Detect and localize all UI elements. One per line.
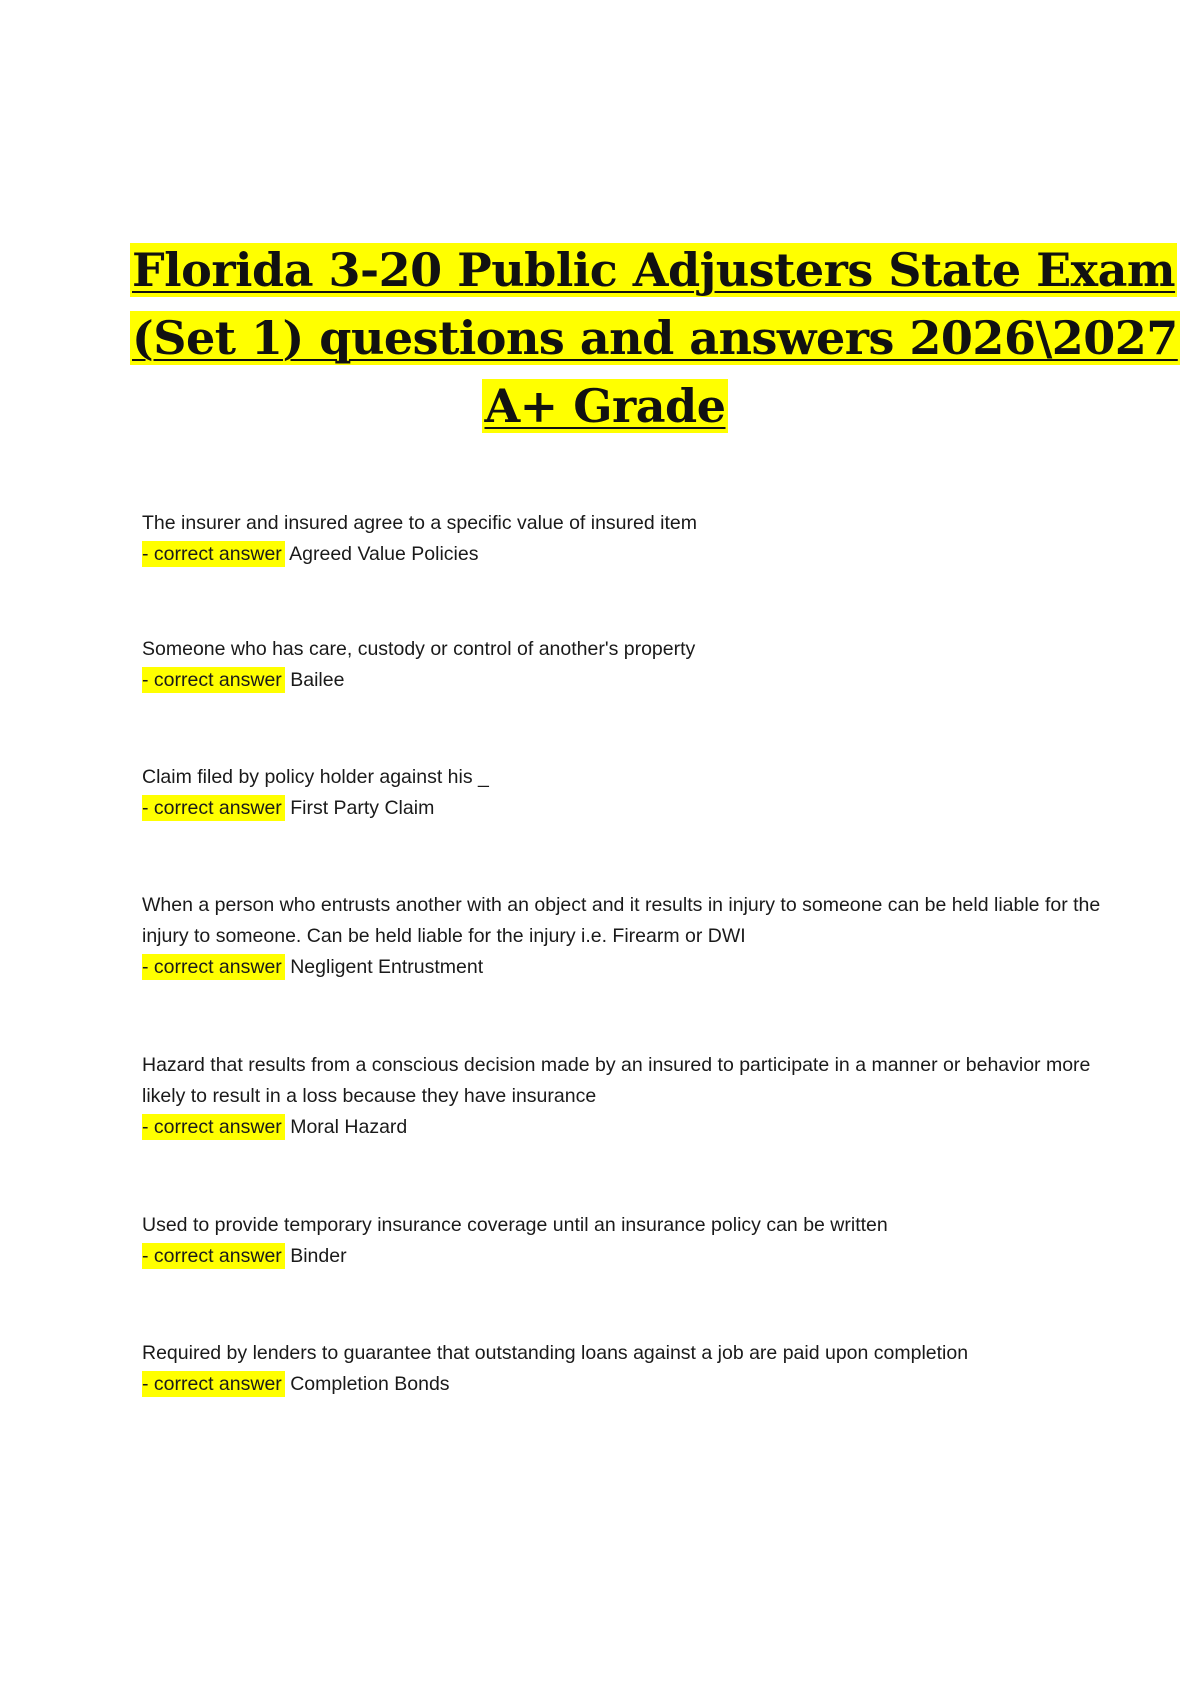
qa-item xyxy=(142,634,1102,696)
answer-line xyxy=(142,1112,1102,1143)
qa-item xyxy=(142,890,1102,983)
question-text: When a person who entrusts another with an object and it results in injury to someone can be held liable for the injury to someone. Can be held liable for the injury i.e. Firearm or DWI xyxy=(142,894,1101,947)
question-text: Claim filed by policy holder against his _ xyxy=(142,766,489,788)
qa-item xyxy=(142,1050,1102,1143)
answer-text: Completion Bonds xyxy=(290,1373,450,1395)
answer-line xyxy=(142,665,1102,696)
answer-text: Moral Hazard xyxy=(290,1116,408,1138)
answer-text: Agreed Value Policies xyxy=(289,543,479,565)
answer-line xyxy=(142,539,1102,570)
question-text: Someone who has care, custody or control of another's property xyxy=(142,638,696,660)
answer-line xyxy=(142,952,1102,983)
answer-line xyxy=(142,1241,1102,1272)
question-text: The insurer and insured agree to a specific value of insured item xyxy=(142,512,697,534)
answer-text: Negligent Entrustment xyxy=(290,956,484,978)
answer-text: Bailee xyxy=(290,669,345,691)
answer-line xyxy=(142,1369,1102,1400)
document-title xyxy=(130,236,1178,440)
qa-item xyxy=(142,1338,1102,1400)
correct-answer-marker: - correct answer xyxy=(142,795,285,821)
answer-text: Binder xyxy=(290,1245,347,1267)
title-line: (Set 1) questions and answers 2026\2027 xyxy=(132,311,1178,365)
correct-answer-marker: - correct answer xyxy=(142,1243,285,1269)
qa-item xyxy=(142,1210,1102,1272)
question-text: Used to provide temporary insurance coverage until an insurance policy can be written xyxy=(142,1214,888,1236)
qa-item xyxy=(142,508,1102,570)
question-text: Required by lenders to guarantee that outstanding loans against a job are paid upon completion xyxy=(142,1342,969,1364)
correct-answer-marker: - correct answer xyxy=(142,667,285,693)
answer-line xyxy=(142,793,1102,824)
correct-answer-marker: - correct answer xyxy=(142,954,285,980)
correct-answer-marker: - correct answer xyxy=(142,541,285,567)
qa-item xyxy=(142,762,1102,824)
answer-text: First Party Claim xyxy=(290,797,435,819)
title-line: Florida 3-20 Public Adjusters State Exam xyxy=(132,243,1176,297)
title-line: A+ Grade xyxy=(484,379,726,433)
question-text: Hazard that results from a conscious decision made by an insured to participate in a manner or behavior more likely to result in a loss because they have insurance xyxy=(142,1054,1091,1107)
correct-answer-marker: - correct answer xyxy=(142,1371,285,1397)
correct-answer-marker: - correct answer xyxy=(142,1114,285,1140)
